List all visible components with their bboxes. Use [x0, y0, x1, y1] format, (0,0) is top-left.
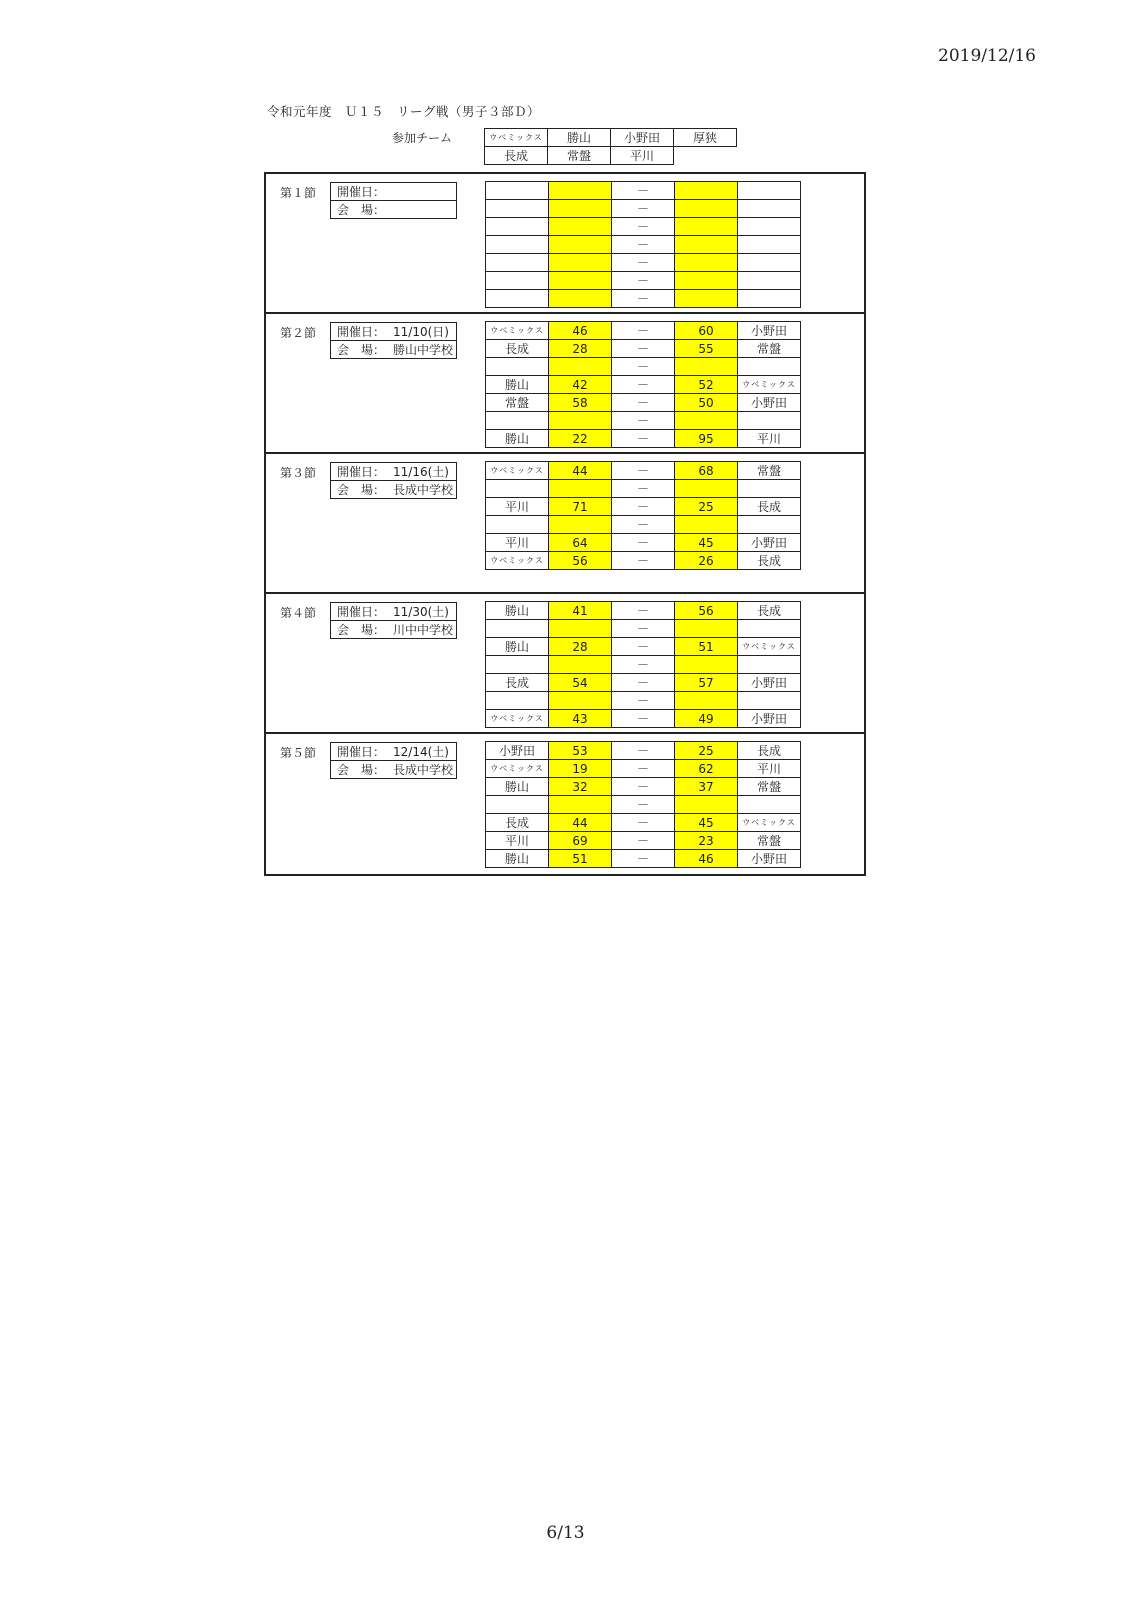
teams-row	[485, 147, 737, 165]
away-team: 小野田	[738, 850, 801, 868]
away-score: 57	[675, 674, 738, 692]
away-team: 小野田	[738, 534, 801, 552]
away-score	[675, 218, 738, 236]
home-team	[486, 200, 549, 218]
away-score: 56	[675, 602, 738, 620]
team-cell: 平川	[611, 147, 674, 165]
date-value: 11/30(土)	[393, 605, 449, 619]
home-team: 平川	[486, 832, 549, 850]
match-row	[486, 778, 801, 796]
away-team: 小野田	[738, 322, 801, 340]
home-score: 54	[549, 674, 612, 692]
schedule-box	[264, 172, 866, 876]
score-dash: －	[612, 236, 675, 254]
away-team	[738, 182, 801, 200]
match-row	[486, 710, 801, 728]
home-team: 長成	[486, 340, 549, 358]
score-dash: －	[612, 394, 675, 412]
away-team: ウベミックス	[738, 638, 801, 656]
home-score: 51	[549, 850, 612, 868]
team-cell: 厚狭	[674, 129, 737, 147]
away-score	[675, 796, 738, 814]
venue-cell	[331, 761, 457, 779]
home-score	[549, 218, 612, 236]
score-dash: －	[612, 638, 675, 656]
match-row	[486, 656, 801, 674]
away-team: 小野田	[738, 394, 801, 412]
match-row	[486, 850, 801, 868]
round-label: 第１節	[280, 186, 317, 200]
away-team: 長成	[738, 552, 801, 570]
match-grid	[485, 461, 801, 570]
home-score: 46	[549, 322, 612, 340]
round-section	[266, 314, 864, 454]
home-team	[486, 254, 549, 272]
home-score: 44	[549, 462, 612, 480]
home-team: 勝山	[486, 430, 549, 448]
home-team	[486, 516, 549, 534]
match-row	[486, 602, 801, 620]
away-score: 50	[675, 394, 738, 412]
away-team: 小野田	[738, 710, 801, 728]
away-team: 常盤	[738, 462, 801, 480]
away-score: 37	[675, 778, 738, 796]
away-score	[675, 656, 738, 674]
date-label: 開催日：	[337, 605, 386, 619]
venue-label: 会 場：	[337, 623, 386, 637]
team-cell: 常盤	[548, 147, 611, 165]
away-score: 68	[675, 462, 738, 480]
score-dash: －	[612, 480, 675, 498]
venue-cell	[331, 481, 457, 499]
match-row	[486, 692, 801, 710]
away-team	[738, 218, 801, 236]
document-title: 令和元年度 Ｕ１５ リーグ戦（男子３部Ｄ）	[267, 104, 541, 119]
away-score: 51	[675, 638, 738, 656]
home-score: 41	[549, 602, 612, 620]
score-dash: －	[612, 814, 675, 832]
match-row	[486, 814, 801, 832]
home-team	[486, 272, 549, 290]
away-team	[738, 412, 801, 430]
match-row	[486, 480, 801, 498]
round-info-table	[330, 742, 457, 779]
away-team: 長成	[738, 498, 801, 516]
venue-label: 会 場：	[337, 343, 386, 357]
date-value: 12/14(土)	[393, 745, 449, 759]
home-team: ウベミックス	[486, 552, 549, 570]
page-number: 6/13	[546, 1523, 585, 1543]
score-dash: －	[612, 358, 675, 376]
date-value: 11/10(日)	[393, 325, 449, 339]
venue-value: 長成中学校	[393, 763, 454, 777]
score-dash: －	[612, 200, 675, 218]
date-cell	[331, 603, 457, 621]
score-dash: －	[612, 796, 675, 814]
home-team: 小野田	[486, 742, 549, 760]
away-team	[738, 254, 801, 272]
away-team	[738, 692, 801, 710]
home-team	[486, 692, 549, 710]
team-cell: 長成	[485, 147, 548, 165]
away-score	[675, 200, 738, 218]
match-row	[486, 742, 801, 760]
match-row	[486, 430, 801, 448]
match-row	[486, 236, 801, 254]
match-grid	[485, 741, 801, 868]
score-dash: －	[612, 552, 675, 570]
teams-row	[485, 129, 737, 147]
away-score: 60	[675, 322, 738, 340]
round-info-table	[330, 182, 457, 219]
home-score: 22	[549, 430, 612, 448]
team-cell: 勝山	[548, 129, 611, 147]
home-score	[549, 358, 612, 376]
home-score	[549, 254, 612, 272]
score-dash: －	[612, 620, 675, 638]
venue-value: 長成中学校	[393, 483, 454, 497]
home-team: 長成	[486, 814, 549, 832]
score-dash: －	[612, 534, 675, 552]
home-score	[549, 182, 612, 200]
home-team	[486, 620, 549, 638]
away-team: ウベミックス	[738, 376, 801, 394]
home-team: 長成	[486, 674, 549, 692]
match-row	[486, 376, 801, 394]
match-grid	[485, 181, 801, 308]
away-team: 常盤	[738, 340, 801, 358]
away-team	[738, 290, 801, 308]
round-label: 第４節	[280, 606, 317, 620]
away-score	[675, 272, 738, 290]
home-team: 勝山	[486, 850, 549, 868]
away-score: 26	[675, 552, 738, 570]
round-section	[266, 594, 864, 734]
home-team	[486, 236, 549, 254]
match-row	[486, 322, 801, 340]
score-dash: －	[612, 340, 675, 358]
match-row	[486, 218, 801, 236]
home-score	[549, 412, 612, 430]
venue-label: 会 場：	[337, 203, 386, 217]
home-team: ウベミックス	[486, 760, 549, 778]
match-row	[486, 272, 801, 290]
away-team	[738, 236, 801, 254]
match-row	[486, 290, 801, 308]
home-score: 58	[549, 394, 612, 412]
away-team: 長成	[738, 602, 801, 620]
match-row	[486, 552, 801, 570]
home-score	[549, 692, 612, 710]
away-score: 95	[675, 430, 738, 448]
print-date: 2019/12/16	[938, 46, 1036, 66]
home-score: 53	[549, 742, 612, 760]
away-score	[675, 254, 738, 272]
match-row	[486, 182, 801, 200]
round-info-table	[330, 322, 457, 359]
away-score: 62	[675, 760, 738, 778]
away-score: 25	[675, 498, 738, 516]
score-dash: －	[612, 778, 675, 796]
away-team: 平川	[738, 430, 801, 448]
home-team: 平川	[486, 498, 549, 516]
score-dash: －	[612, 290, 675, 308]
home-score: 44	[549, 814, 612, 832]
score-dash: －	[612, 462, 675, 480]
date-value: 11/16(土)	[393, 465, 449, 479]
score-dash: －	[612, 850, 675, 868]
match-row	[486, 638, 801, 656]
match-row	[486, 674, 801, 692]
date-cell	[331, 323, 457, 341]
match-row	[486, 620, 801, 638]
venue-cell	[331, 341, 457, 359]
home-team	[486, 358, 549, 376]
away-team	[738, 272, 801, 290]
score-dash: －	[612, 322, 675, 340]
home-score	[549, 656, 612, 674]
away-score: 55	[675, 340, 738, 358]
round-info-table	[330, 602, 457, 639]
score-dash: －	[612, 218, 675, 236]
home-score	[549, 796, 612, 814]
home-score: 28	[549, 340, 612, 358]
round-label: 第５節	[280, 746, 317, 760]
match-row	[486, 796, 801, 814]
match-row	[486, 200, 801, 218]
away-team	[738, 358, 801, 376]
date-cell	[331, 183, 457, 201]
home-score	[549, 290, 612, 308]
score-dash: －	[612, 376, 675, 394]
score-dash: －	[612, 182, 675, 200]
away-team: ウベミックス	[738, 814, 801, 832]
score-dash: －	[612, 430, 675, 448]
away-score	[675, 480, 738, 498]
score-dash: －	[612, 656, 675, 674]
date-cell	[331, 743, 457, 761]
match-row	[486, 516, 801, 534]
home-team: 勝山	[486, 376, 549, 394]
away-score: 45	[675, 534, 738, 552]
home-score	[549, 620, 612, 638]
team-cell: 小野田	[611, 129, 674, 147]
home-team: 常盤	[486, 394, 549, 412]
home-score	[549, 200, 612, 218]
away-score: 52	[675, 376, 738, 394]
match-row	[486, 340, 801, 358]
date-cell	[331, 463, 457, 481]
home-team: ウベミックス	[486, 462, 549, 480]
home-team	[486, 412, 549, 430]
score-dash: －	[612, 498, 675, 516]
date-label: 開催日：	[337, 325, 386, 339]
venue-cell	[331, 621, 457, 639]
match-row	[486, 412, 801, 430]
home-team: 勝山	[486, 602, 549, 620]
away-team	[738, 516, 801, 534]
home-team: ウベミックス	[486, 710, 549, 728]
away-score	[675, 358, 738, 376]
round-section	[266, 174, 864, 314]
venue-value: 川中中学校	[393, 623, 454, 637]
score-dash: －	[612, 674, 675, 692]
home-team: 勝山	[486, 778, 549, 796]
home-team	[486, 796, 549, 814]
away-score	[675, 516, 738, 534]
match-row	[486, 254, 801, 272]
away-team	[738, 200, 801, 218]
team-cell	[674, 147, 737, 165]
score-dash: －	[612, 602, 675, 620]
match-grid	[485, 321, 801, 448]
score-dash: －	[612, 832, 675, 850]
away-team	[738, 620, 801, 638]
home-score	[549, 516, 612, 534]
team-cell: ウベミックス	[485, 129, 548, 147]
date-label: 開催日：	[337, 185, 386, 199]
home-score: 43	[549, 710, 612, 728]
away-score: 23	[675, 832, 738, 850]
match-grid	[485, 601, 801, 728]
match-row	[486, 832, 801, 850]
match-row	[486, 394, 801, 412]
score-dash: －	[612, 760, 675, 778]
away-team: 小野田	[738, 674, 801, 692]
home-team	[486, 656, 549, 674]
score-dash: －	[612, 742, 675, 760]
away-score: 25	[675, 742, 738, 760]
venue-label: 会 場：	[337, 763, 386, 777]
home-team: ウベミックス	[486, 322, 549, 340]
score-dash: －	[612, 692, 675, 710]
away-score	[675, 412, 738, 430]
home-team	[486, 480, 549, 498]
score-dash: －	[612, 412, 675, 430]
home-score: 32	[549, 778, 612, 796]
score-dash: －	[612, 516, 675, 534]
home-team: 勝山	[486, 638, 549, 656]
match-row	[486, 760, 801, 778]
away-score	[675, 692, 738, 710]
away-team	[738, 656, 801, 674]
away-score	[675, 620, 738, 638]
home-score: 56	[549, 552, 612, 570]
home-score	[549, 236, 612, 254]
match-row	[486, 498, 801, 516]
home-team	[486, 182, 549, 200]
away-team: 常盤	[738, 778, 801, 796]
away-team: 長成	[738, 742, 801, 760]
participating-teams-table	[484, 128, 737, 165]
away-score: 49	[675, 710, 738, 728]
away-score: 45	[675, 814, 738, 832]
venue-value: 勝山中学校	[393, 343, 454, 357]
round-label: 第２節	[280, 326, 317, 340]
away-team	[738, 796, 801, 814]
home-score: 42	[549, 376, 612, 394]
home-score: 69	[549, 832, 612, 850]
score-dash: －	[612, 272, 675, 290]
round-section	[266, 734, 864, 874]
home-score	[549, 272, 612, 290]
date-label: 開催日：	[337, 465, 386, 479]
round-section	[266, 454, 864, 594]
home-score: 71	[549, 498, 612, 516]
score-dash: －	[612, 710, 675, 728]
match-row	[486, 462, 801, 480]
round-info-table	[330, 462, 457, 499]
away-score	[675, 236, 738, 254]
match-row	[486, 358, 801, 376]
home-score: 19	[549, 760, 612, 778]
away-score	[675, 290, 738, 308]
home-team	[486, 290, 549, 308]
home-score: 64	[549, 534, 612, 552]
away-team	[738, 480, 801, 498]
match-row	[486, 534, 801, 552]
home-team: 平川	[486, 534, 549, 552]
round-label: 第３節	[280, 466, 317, 480]
away-score	[675, 182, 738, 200]
away-score: 46	[675, 850, 738, 868]
score-dash: －	[612, 254, 675, 272]
away-team: 常盤	[738, 832, 801, 850]
home-score	[549, 480, 612, 498]
home-team	[486, 218, 549, 236]
date-label: 開催日：	[337, 745, 386, 759]
venue-cell	[331, 201, 457, 219]
away-team: 平川	[738, 760, 801, 778]
teams-label: 参加チーム	[392, 131, 453, 145]
home-score: 28	[549, 638, 612, 656]
venue-label: 会 場：	[337, 483, 386, 497]
